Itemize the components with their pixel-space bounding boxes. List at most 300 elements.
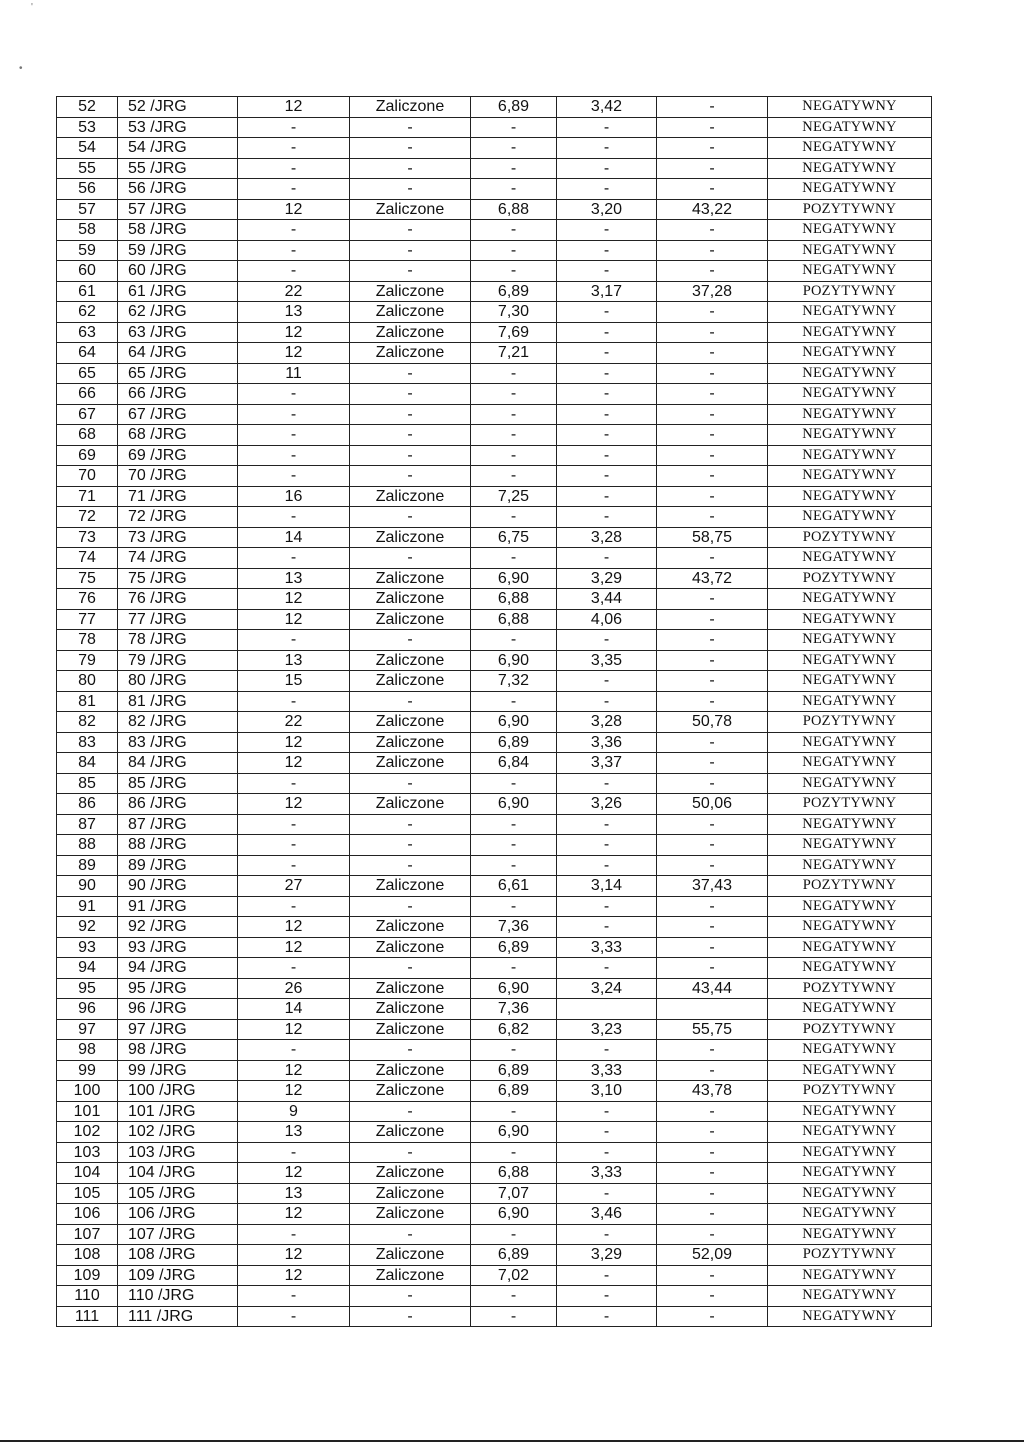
value-c-cell: - bbox=[657, 445, 768, 466]
value-c-cell: - bbox=[657, 117, 768, 138]
value-c-cell: - bbox=[657, 773, 768, 794]
status-cell: - bbox=[350, 138, 471, 159]
value-a-cell: 6,89 bbox=[471, 97, 557, 118]
value-a-cell: - bbox=[471, 691, 557, 712]
table-row bbox=[57, 732, 932, 753]
candidate-code-cell: 53 /JRG bbox=[118, 117, 238, 138]
value-a-cell: 6,89 bbox=[471, 1081, 557, 1102]
value-b-cell: - bbox=[557, 507, 657, 528]
score-cell: 27 bbox=[238, 876, 350, 897]
row-number-cell: 77 bbox=[57, 609, 118, 630]
value-a-cell: 7,02 bbox=[471, 1265, 557, 1286]
row-number-cell: 91 bbox=[57, 896, 118, 917]
score-cell: - bbox=[238, 1142, 350, 1163]
candidate-code-cell: 77 /JRG bbox=[118, 609, 238, 630]
value-a-cell: - bbox=[471, 835, 557, 856]
result-cell: NEGATYWNY bbox=[768, 445, 932, 466]
status-cell: Zaliczone bbox=[350, 343, 471, 364]
value-c-cell: - bbox=[657, 609, 768, 630]
candidate-code-cell: 103 /JRG bbox=[118, 1142, 238, 1163]
score-cell: 12 bbox=[238, 917, 350, 938]
result-cell: NEGATYWNY bbox=[768, 363, 932, 384]
scan-speck: ' bbox=[31, 2, 33, 13]
value-a-cell: - bbox=[471, 445, 557, 466]
result-cell: NEGATYWNY bbox=[768, 650, 932, 671]
value-b-cell: 3,46 bbox=[557, 1204, 657, 1225]
result-cell: NEGATYWNY bbox=[768, 958, 932, 979]
row-number-cell: 101 bbox=[57, 1101, 118, 1122]
status-cell: Zaliczone bbox=[350, 876, 471, 897]
value-b-cell: - bbox=[557, 630, 657, 651]
value-a-cell: 6,90 bbox=[471, 1204, 557, 1225]
candidate-code-cell: 110 /JRG bbox=[118, 1286, 238, 1307]
candidate-code-cell: 69 /JRG bbox=[118, 445, 238, 466]
value-a-cell: 7,30 bbox=[471, 302, 557, 323]
result-cell: NEGATYWNY bbox=[768, 240, 932, 261]
value-b-cell: - bbox=[557, 958, 657, 979]
row-number-cell: 106 bbox=[57, 1204, 118, 1225]
value-c-cell: - bbox=[657, 650, 768, 671]
candidate-code-cell: 85 /JRG bbox=[118, 773, 238, 794]
table-row bbox=[57, 466, 932, 487]
candidate-code-cell: 95 /JRG bbox=[118, 978, 238, 999]
value-c-cell: 37,43 bbox=[657, 876, 768, 897]
value-b-cell: - bbox=[557, 117, 657, 138]
score-cell: - bbox=[238, 855, 350, 876]
score-cell: 12 bbox=[238, 1245, 350, 1266]
row-number-cell: 84 bbox=[57, 753, 118, 774]
score-cell: - bbox=[238, 240, 350, 261]
status-cell: Zaliczone bbox=[350, 527, 471, 548]
value-c-cell: - bbox=[657, 97, 768, 118]
result-cell: NEGATYWNY bbox=[768, 425, 932, 446]
row-number-cell: 94 bbox=[57, 958, 118, 979]
value-b-cell: - bbox=[557, 1040, 657, 1061]
status-cell: - bbox=[350, 1224, 471, 1245]
value-a-cell: - bbox=[471, 404, 557, 425]
table-row bbox=[57, 138, 932, 159]
score-cell: 12 bbox=[238, 1019, 350, 1040]
value-b-cell: - bbox=[557, 138, 657, 159]
candidate-code-cell: 94 /JRG bbox=[118, 958, 238, 979]
result-cell: NEGATYWNY bbox=[768, 855, 932, 876]
row-number-cell: 55 bbox=[57, 158, 118, 179]
value-a-cell: 6,90 bbox=[471, 568, 557, 589]
status-cell: - bbox=[350, 158, 471, 179]
status-cell: - bbox=[350, 1142, 471, 1163]
value-a-cell: 6,88 bbox=[471, 589, 557, 610]
results-rows bbox=[57, 97, 932, 1327]
status-cell: Zaliczone bbox=[350, 568, 471, 589]
candidate-code-cell: 59 /JRG bbox=[118, 240, 238, 261]
score-cell: 12 bbox=[238, 937, 350, 958]
status-cell: Zaliczone bbox=[350, 1204, 471, 1225]
score-cell: 12 bbox=[238, 343, 350, 364]
value-c-cell: - bbox=[657, 917, 768, 938]
candidate-code-cell: 73 /JRG bbox=[118, 527, 238, 548]
value-a-cell: - bbox=[471, 138, 557, 159]
value-a-cell: - bbox=[471, 425, 557, 446]
row-number-cell: 61 bbox=[57, 281, 118, 302]
value-c-cell: - bbox=[657, 589, 768, 610]
row-number-cell: 111 bbox=[57, 1306, 118, 1327]
candidate-code-cell: 79 /JRG bbox=[118, 650, 238, 671]
score-cell: 12 bbox=[238, 1060, 350, 1081]
value-b-cell: - bbox=[557, 855, 657, 876]
status-cell: Zaliczone bbox=[350, 937, 471, 958]
result-cell: NEGATYWNY bbox=[768, 302, 932, 323]
value-a-cell: - bbox=[471, 1142, 557, 1163]
score-cell: - bbox=[238, 404, 350, 425]
value-b-cell: - bbox=[557, 773, 657, 794]
table-row bbox=[57, 302, 932, 323]
results-table bbox=[56, 96, 932, 1327]
value-a-cell: - bbox=[471, 630, 557, 651]
row-number-cell: 107 bbox=[57, 1224, 118, 1245]
score-cell: 12 bbox=[238, 1265, 350, 1286]
candidate-code-cell: 88 /JRG bbox=[118, 835, 238, 856]
value-c-cell: - bbox=[657, 507, 768, 528]
score-cell: - bbox=[238, 1224, 350, 1245]
status-cell: - bbox=[350, 466, 471, 487]
table-row bbox=[57, 527, 932, 548]
value-b-cell: - bbox=[557, 1183, 657, 1204]
value-a-cell: 6,89 bbox=[471, 1245, 557, 1266]
score-cell: - bbox=[238, 814, 350, 835]
status-cell: Zaliczone bbox=[350, 712, 471, 733]
value-c-cell: - bbox=[657, 1060, 768, 1081]
status-cell: Zaliczone bbox=[350, 917, 471, 938]
row-number-cell: 98 bbox=[57, 1040, 118, 1061]
value-a-cell: 6,90 bbox=[471, 712, 557, 733]
value-b-cell: 3,28 bbox=[557, 712, 657, 733]
status-cell: Zaliczone bbox=[350, 1060, 471, 1081]
table-row bbox=[57, 855, 932, 876]
value-b-cell bbox=[557, 999, 657, 1020]
status-cell: Zaliczone bbox=[350, 1019, 471, 1040]
score-cell: 12 bbox=[238, 1204, 350, 1225]
candidate-code-cell: 107 /JRG bbox=[118, 1224, 238, 1245]
value-c-cell: - bbox=[657, 896, 768, 917]
table-row bbox=[57, 896, 932, 917]
table-row bbox=[57, 158, 932, 179]
value-b-cell: - bbox=[557, 404, 657, 425]
table-row bbox=[57, 568, 932, 589]
value-b-cell: - bbox=[557, 466, 657, 487]
candidate-code-cell: 108 /JRG bbox=[118, 1245, 238, 1266]
table-row bbox=[57, 753, 932, 774]
row-number-cell: 102 bbox=[57, 1122, 118, 1143]
result-cell: NEGATYWNY bbox=[768, 343, 932, 364]
score-cell: 12 bbox=[238, 1081, 350, 1102]
status-cell: - bbox=[350, 814, 471, 835]
value-a-cell: - bbox=[471, 548, 557, 569]
candidate-code-cell: 76 /JRG bbox=[118, 589, 238, 610]
table-row bbox=[57, 630, 932, 651]
table-row bbox=[57, 179, 932, 200]
value-a-cell: 6,89 bbox=[471, 281, 557, 302]
status-cell: - bbox=[350, 384, 471, 405]
status-cell: Zaliczone bbox=[350, 322, 471, 343]
value-b-cell: - bbox=[557, 1122, 657, 1143]
value-a-cell: 6,89 bbox=[471, 732, 557, 753]
score-cell: - bbox=[238, 835, 350, 856]
table-row bbox=[57, 671, 932, 692]
result-cell: NEGATYWNY bbox=[768, 138, 932, 159]
value-a-cell: 6,82 bbox=[471, 1019, 557, 1040]
score-cell: 9 bbox=[238, 1101, 350, 1122]
value-a-cell: 7,32 bbox=[471, 671, 557, 692]
result-cell: NEGATYWNY bbox=[768, 507, 932, 528]
score-cell: 22 bbox=[238, 712, 350, 733]
table-row bbox=[57, 691, 932, 712]
table-row bbox=[57, 712, 932, 733]
row-number-cell: 110 bbox=[57, 1286, 118, 1307]
row-number-cell: 96 bbox=[57, 999, 118, 1020]
table-row bbox=[57, 794, 932, 815]
row-number-cell: 60 bbox=[57, 261, 118, 282]
candidate-code-cell: 100 /JRG bbox=[118, 1081, 238, 1102]
value-b-cell: 3,28 bbox=[557, 527, 657, 548]
value-b-cell: 3,35 bbox=[557, 650, 657, 671]
value-c-cell: - bbox=[657, 855, 768, 876]
candidate-code-cell: 56 /JRG bbox=[118, 179, 238, 200]
value-b-cell: - bbox=[557, 1265, 657, 1286]
result-cell: POZYTYWNY bbox=[768, 1081, 932, 1102]
value-b-cell: 3,29 bbox=[557, 568, 657, 589]
candidate-code-cell: 55 /JRG bbox=[118, 158, 238, 179]
score-cell: - bbox=[238, 179, 350, 200]
status-cell: - bbox=[350, 261, 471, 282]
value-b-cell: - bbox=[557, 691, 657, 712]
result-cell: NEGATYWNY bbox=[768, 691, 932, 712]
candidate-code-cell: 109 /JRG bbox=[118, 1265, 238, 1286]
value-c-cell: - bbox=[657, 220, 768, 241]
candidate-code-cell: 61 /JRG bbox=[118, 281, 238, 302]
score-cell: 12 bbox=[238, 732, 350, 753]
row-number-cell: 70 bbox=[57, 466, 118, 487]
table-row bbox=[57, 220, 932, 241]
score-cell: 16 bbox=[238, 486, 350, 507]
status-cell: Zaliczone bbox=[350, 1122, 471, 1143]
value-b-cell: - bbox=[557, 363, 657, 384]
result-cell: NEGATYWNY bbox=[768, 1142, 932, 1163]
status-cell: Zaliczone bbox=[350, 486, 471, 507]
candidate-code-cell: 72 /JRG bbox=[118, 507, 238, 528]
value-c-cell: 55,75 bbox=[657, 1019, 768, 1040]
table-row bbox=[57, 343, 932, 364]
value-b-cell: - bbox=[557, 220, 657, 241]
value-b-cell: 3,26 bbox=[557, 794, 657, 815]
value-c-cell: 58,75 bbox=[657, 527, 768, 548]
score-cell: - bbox=[238, 425, 350, 446]
score-cell: 12 bbox=[238, 609, 350, 630]
value-c-cell: - bbox=[657, 425, 768, 446]
value-c-cell: - bbox=[657, 691, 768, 712]
result-cell: POZYTYWNY bbox=[768, 978, 932, 999]
value-b-cell: - bbox=[557, 486, 657, 507]
status-cell: Zaliczone bbox=[350, 281, 471, 302]
status-cell: - bbox=[350, 507, 471, 528]
score-cell: 12 bbox=[238, 794, 350, 815]
table-row bbox=[57, 1122, 932, 1143]
result-cell: NEGATYWNY bbox=[768, 999, 932, 1020]
score-cell: 12 bbox=[238, 199, 350, 220]
result-cell: NEGATYWNY bbox=[768, 1183, 932, 1204]
value-a-cell: 7,25 bbox=[471, 486, 557, 507]
value-a-cell: - bbox=[471, 1224, 557, 1245]
table-row bbox=[57, 958, 932, 979]
row-number-cell: 88 bbox=[57, 835, 118, 856]
score-cell: 12 bbox=[238, 322, 350, 343]
score-cell: 13 bbox=[238, 302, 350, 323]
table-row bbox=[57, 384, 932, 405]
value-c-cell: - bbox=[657, 814, 768, 835]
score-cell: 15 bbox=[238, 671, 350, 692]
candidate-code-cell: 105 /JRG bbox=[118, 1183, 238, 1204]
value-c-cell: - bbox=[657, 1306, 768, 1327]
candidate-code-cell: 74 /JRG bbox=[118, 548, 238, 569]
score-cell: - bbox=[238, 1286, 350, 1307]
result-cell: NEGATYWNY bbox=[768, 896, 932, 917]
candidate-code-cell: 82 /JRG bbox=[118, 712, 238, 733]
row-number-cell: 100 bbox=[57, 1081, 118, 1102]
value-b-cell: - bbox=[557, 1101, 657, 1122]
value-b-cell: - bbox=[557, 896, 657, 917]
value-a-cell: 6,88 bbox=[471, 199, 557, 220]
status-cell: Zaliczone bbox=[350, 1163, 471, 1184]
value-c-cell: - bbox=[657, 302, 768, 323]
candidate-code-cell: 99 /JRG bbox=[118, 1060, 238, 1081]
candidate-code-cell: 106 /JRG bbox=[118, 1204, 238, 1225]
status-cell: Zaliczone bbox=[350, 753, 471, 774]
candidate-code-cell: 92 /JRG bbox=[118, 917, 238, 938]
value-a-cell: 6,90 bbox=[471, 650, 557, 671]
result-cell: NEGATYWNY bbox=[768, 732, 932, 753]
table-row bbox=[57, 1204, 932, 1225]
status-cell: - bbox=[350, 1040, 471, 1061]
value-c-cell: - bbox=[657, 548, 768, 569]
table-row bbox=[57, 1019, 932, 1040]
candidate-code-cell: 87 /JRG bbox=[118, 814, 238, 835]
table-row bbox=[57, 609, 932, 630]
score-cell: - bbox=[238, 1306, 350, 1327]
row-number-cell: 67 bbox=[57, 404, 118, 425]
row-number-cell: 93 bbox=[57, 937, 118, 958]
result-cell: NEGATYWNY bbox=[768, 1101, 932, 1122]
result-cell: NEGATYWNY bbox=[768, 1163, 932, 1184]
value-a-cell: - bbox=[471, 773, 557, 794]
value-b-cell: - bbox=[557, 322, 657, 343]
row-number-cell: 76 bbox=[57, 589, 118, 610]
value-c-cell: - bbox=[657, 732, 768, 753]
value-a-cell: - bbox=[471, 896, 557, 917]
result-cell: NEGATYWNY bbox=[768, 814, 932, 835]
row-number-cell: 103 bbox=[57, 1142, 118, 1163]
table-row bbox=[57, 1306, 932, 1327]
status-cell: Zaliczone bbox=[350, 794, 471, 815]
row-number-cell: 105 bbox=[57, 1183, 118, 1204]
table-row bbox=[57, 425, 932, 446]
status-cell: - bbox=[350, 548, 471, 569]
value-c-cell: - bbox=[657, 1163, 768, 1184]
row-number-cell: 78 bbox=[57, 630, 118, 651]
row-number-cell: 87 bbox=[57, 814, 118, 835]
score-cell: - bbox=[238, 691, 350, 712]
table-row bbox=[57, 548, 932, 569]
status-cell: Zaliczone bbox=[350, 999, 471, 1020]
result-cell: NEGATYWNY bbox=[768, 486, 932, 507]
row-number-cell: 69 bbox=[57, 445, 118, 466]
result-cell: NEGATYWNY bbox=[768, 1306, 932, 1327]
value-a-cell: - bbox=[471, 1101, 557, 1122]
table-row bbox=[57, 363, 932, 384]
value-c-cell: - bbox=[657, 138, 768, 159]
table-row bbox=[57, 97, 932, 118]
value-c-cell: 43,72 bbox=[657, 568, 768, 589]
status-cell: - bbox=[350, 958, 471, 979]
row-number-cell: 97 bbox=[57, 1019, 118, 1040]
candidate-code-cell: 80 /JRG bbox=[118, 671, 238, 692]
row-number-cell: 82 bbox=[57, 712, 118, 733]
value-b-cell: 3,10 bbox=[557, 1081, 657, 1102]
row-number-cell: 64 bbox=[57, 343, 118, 364]
value-c-cell: 50,78 bbox=[657, 712, 768, 733]
candidate-code-cell: 65 /JRG bbox=[118, 363, 238, 384]
table-row bbox=[57, 835, 932, 856]
row-number-cell: 54 bbox=[57, 138, 118, 159]
row-number-cell: 108 bbox=[57, 1245, 118, 1266]
value-b-cell: 3,42 bbox=[557, 97, 657, 118]
row-number-cell: 53 bbox=[57, 117, 118, 138]
score-cell: - bbox=[238, 445, 350, 466]
value-a-cell: - bbox=[471, 958, 557, 979]
score-cell: - bbox=[238, 958, 350, 979]
candidate-code-cell: 98 /JRG bbox=[118, 1040, 238, 1061]
table-row bbox=[57, 978, 932, 999]
value-b-cell: 3,29 bbox=[557, 1245, 657, 1266]
score-cell: 14 bbox=[238, 999, 350, 1020]
score-cell: 13 bbox=[238, 650, 350, 671]
value-a-cell: 6,61 bbox=[471, 876, 557, 897]
status-cell: - bbox=[350, 896, 471, 917]
table-row bbox=[57, 117, 932, 138]
candidate-code-cell: 63 /JRG bbox=[118, 322, 238, 343]
result-cell: NEGATYWNY bbox=[768, 1040, 932, 1061]
table-row bbox=[57, 261, 932, 282]
result-cell: NEGATYWNY bbox=[768, 1204, 932, 1225]
score-cell: 12 bbox=[238, 1163, 350, 1184]
value-b-cell: - bbox=[557, 158, 657, 179]
value-b-cell: - bbox=[557, 179, 657, 200]
result-cell: NEGATYWNY bbox=[768, 261, 932, 282]
row-number-cell: 75 bbox=[57, 568, 118, 589]
status-cell: - bbox=[350, 117, 471, 138]
status-cell: Zaliczone bbox=[350, 1183, 471, 1204]
value-c-cell: - bbox=[657, 835, 768, 856]
value-a-cell: 6,88 bbox=[471, 609, 557, 630]
value-b-cell: - bbox=[557, 671, 657, 692]
value-b-cell: - bbox=[557, 548, 657, 569]
row-number-cell: 79 bbox=[57, 650, 118, 671]
row-number-cell: 109 bbox=[57, 1265, 118, 1286]
value-a-cell: - bbox=[471, 507, 557, 528]
value-a-cell: 6,90 bbox=[471, 1122, 557, 1143]
candidate-code-cell: 68 /JRG bbox=[118, 425, 238, 446]
row-number-cell: 74 bbox=[57, 548, 118, 569]
result-cell: NEGATYWNY bbox=[768, 322, 932, 343]
score-cell: 13 bbox=[238, 568, 350, 589]
